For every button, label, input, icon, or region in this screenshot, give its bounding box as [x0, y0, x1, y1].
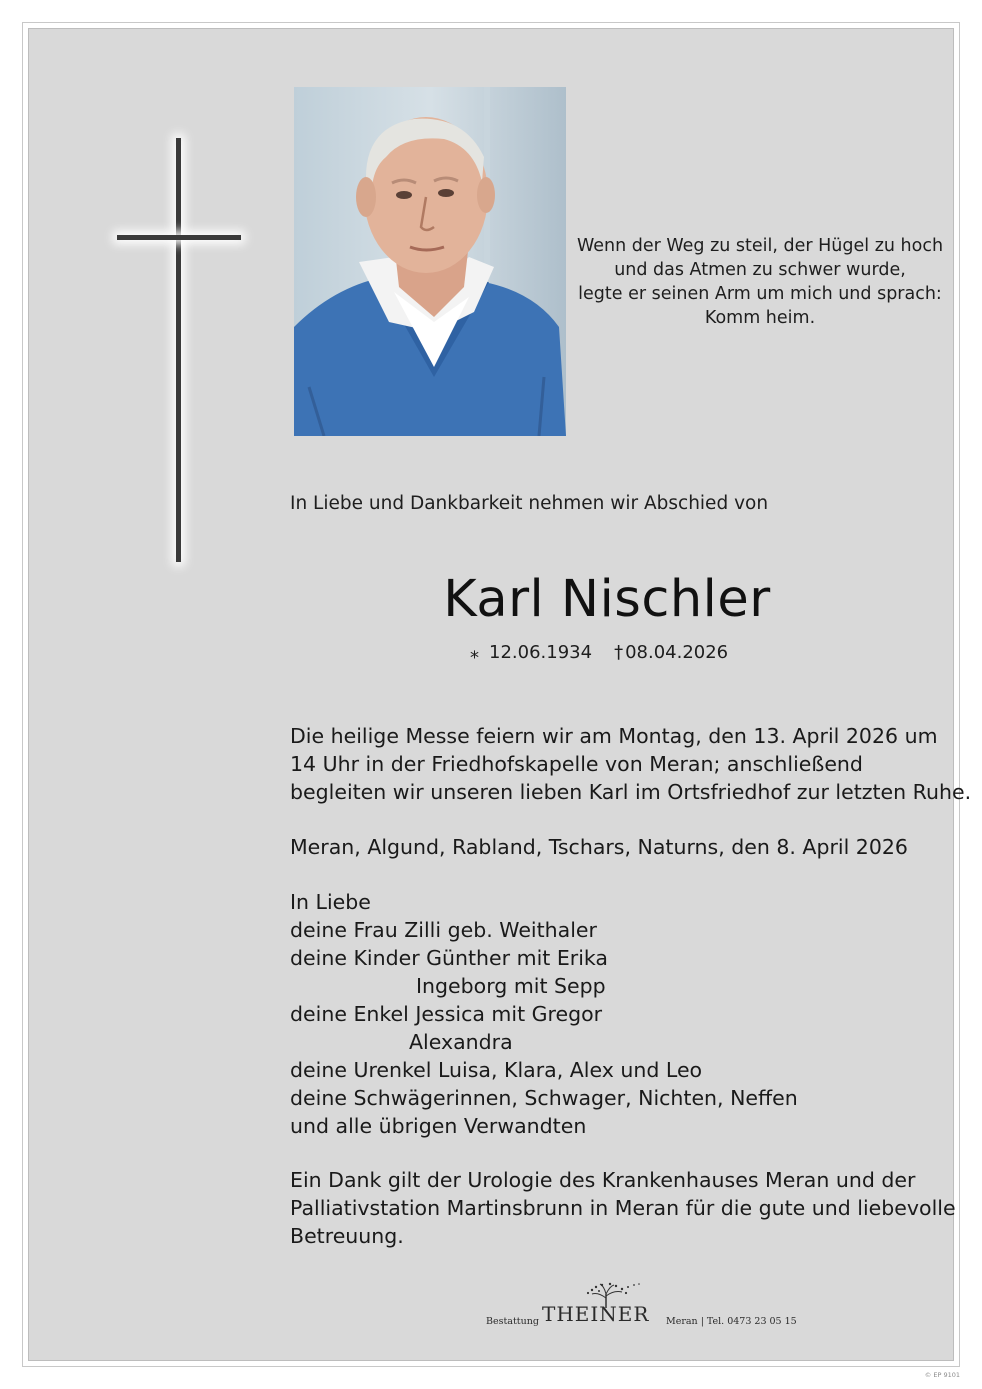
quote-line: Wenn der Weg zu steil, der Hügel zu hoch	[576, 236, 944, 256]
thanks-line: Ein Dank gilt der Urologie des Krankenhauses Meran und der	[290, 1168, 916, 1192]
thanks-note	[290, 1166, 956, 1250]
deceased-name: Karl Nischler	[443, 570, 771, 629]
cross-horizontal-bar	[117, 235, 241, 240]
copyright-mark: © EP 9101	[924, 1371, 960, 1379]
mourner-line: Alexandra	[409, 1030, 513, 1054]
thanks-line: Betreuung.	[290, 1224, 404, 1248]
place-date: Meran, Algund, Rabland, Tschars, Naturns, den 8. April 2026	[290, 835, 908, 859]
portrait-illustration	[294, 87, 566, 436]
quote-line: legte er seinen Arm um mich und sprach:	[578, 284, 942, 304]
mourner-line: deine Schwägerinnen, Schwager, Nichten, Neffen	[290, 1086, 798, 1110]
funeral-home-logo: THEINER	[542, 1302, 650, 1326]
mass-line: begleiten wir unseren lieben Karl im Ortsfriedhof zur letzten Ruhe.	[290, 780, 972, 804]
birth-star-icon: ⁎	[470, 642, 479, 663]
quote-line: und das Atmen zu schwer wurde,	[614, 260, 906, 280]
mass-line: Die heilige Messe feiern wir am Montag, den 13. April 2026 um	[290, 724, 938, 748]
mourner-line: deine Enkel Jessica mit Gregor	[290, 1002, 603, 1026]
life-dates	[470, 642, 728, 663]
mourner-line: Ingeborg mit Sepp	[416, 974, 606, 998]
birth-date: 12.06.1934	[489, 642, 593, 663]
cross-vertical-bar	[176, 138, 181, 562]
mourners-list	[290, 888, 798, 1140]
mass-announcement	[290, 722, 971, 806]
mourner-line: deine Urenkel Luisa, Klara, Alex und Leo	[290, 1058, 703, 1082]
footer-contact: Meran | Tel. 0473 23 05 15	[666, 1316, 797, 1327]
mass-line: 14 Uhr in der Friedhofskapelle von Meran; anschließend	[290, 752, 863, 776]
quote-line: Komm heim.	[704, 308, 816, 328]
quote-block	[572, 234, 948, 330]
thanks-line: Palliativstation Martinsbrunn in Meran für die gute und liebevolle	[290, 1196, 956, 1220]
mourner-line: deine Kinder Günther mit Erika	[290, 946, 608, 970]
death-cross-icon: †	[614, 642, 624, 663]
farewell-intro: In Liebe und Dankbarkeit nehmen wir Abschied von	[290, 493, 769, 514]
mourners-heading: In Liebe	[290, 890, 371, 914]
funeral-home-footer	[486, 1296, 826, 1336]
mourner-line: deine Frau Zilli geb. Weithaler	[290, 918, 597, 942]
death-date: 08.04.2026	[625, 642, 729, 663]
portrait-photo	[294, 87, 566, 436]
footer-label: Bestattung	[486, 1316, 539, 1327]
mourner-line: und alle übrigen Verwandten	[290, 1114, 587, 1138]
